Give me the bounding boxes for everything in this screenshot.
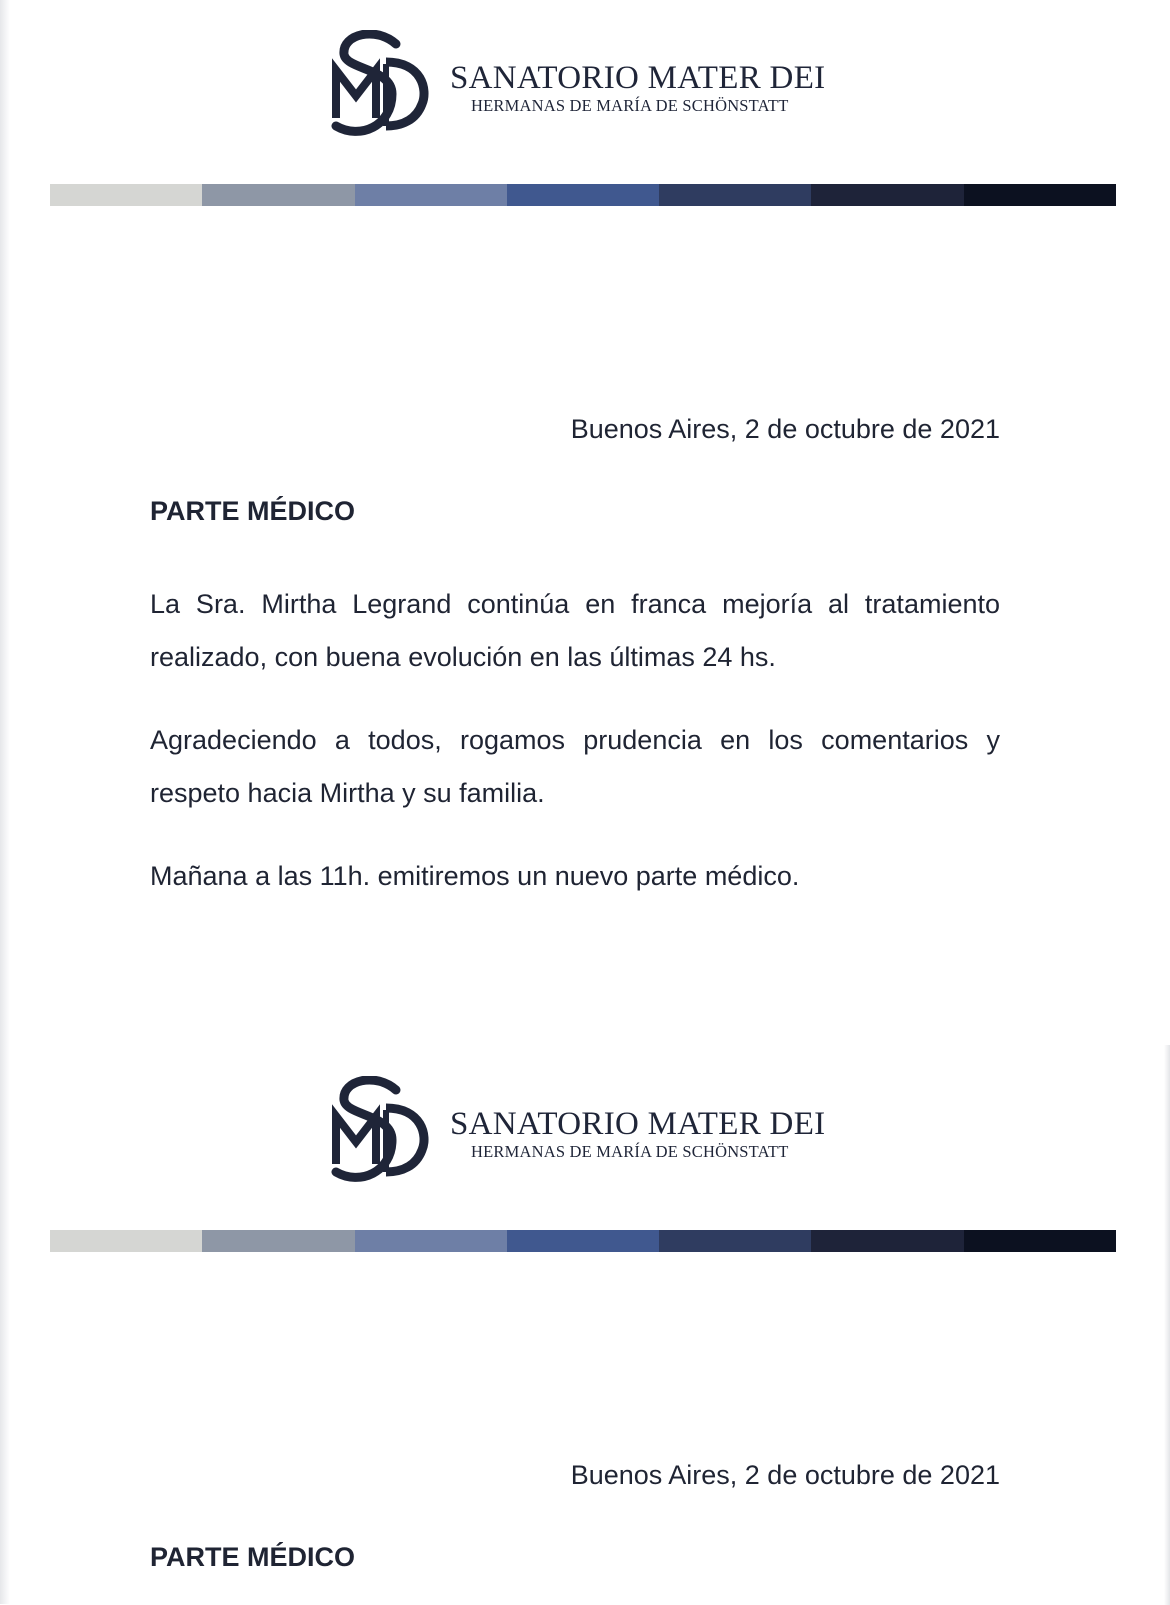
body-paragraph: Mañana a las 11h. emitiremos un nuevo parte médico. bbox=[150, 861, 800, 891]
letterhead-brand bbox=[450, 1106, 850, 1162]
document-date: Buenos Aires, 2 de octubre de 2021 bbox=[570, 1460, 1000, 1490]
color-band bbox=[50, 184, 1116, 206]
document-heading: PARTE MÉDICO bbox=[150, 496, 356, 526]
band-segment bbox=[811, 1230, 963, 1252]
msd-monogram-logo-icon bbox=[318, 30, 430, 146]
band-segment bbox=[355, 184, 507, 206]
msd-monogram-logo-icon bbox=[318, 1076, 430, 1192]
sanatorio-name: SANATORIO MATER DEI bbox=[450, 1106, 826, 1142]
band-segment bbox=[659, 184, 811, 206]
document-body bbox=[150, 578, 1000, 933]
page-edge-shadow bbox=[0, 0, 10, 1604]
band-segment bbox=[50, 1230, 202, 1252]
page-edge-shadow-right bbox=[1164, 1045, 1170, 1605]
band-segment bbox=[811, 184, 963, 206]
sanatorio-subtitle: HERMANAS DE MARÍA DE SCHÖNSTATT bbox=[471, 1142, 789, 1161]
band-segment bbox=[202, 184, 354, 206]
body-paragraph: La Sra. Mirtha Legrand continúa en franca mejoría al tratamiento realizado, con buena evolución en las últimas 24 hs. bbox=[150, 589, 1000, 672]
letterhead-brand bbox=[450, 60, 850, 116]
body-paragraph: Agradeciendo a todos, rogamos prudencia en los comentarios y respeto hacia Mirtha y su familia. bbox=[150, 725, 1000, 808]
band-segment bbox=[507, 184, 659, 206]
band-segment bbox=[964, 184, 1116, 206]
document-date: Buenos Aires, 2 de octubre de 2021 bbox=[570, 414, 1000, 444]
band-segment bbox=[507, 1230, 659, 1252]
sanatorio-name: SANATORIO MATER DEI bbox=[450, 60, 826, 96]
band-segment bbox=[964, 1230, 1116, 1252]
color-band bbox=[50, 1230, 1116, 1252]
sanatorio-subtitle: HERMANAS DE MARÍA DE SCHÖNSTATT bbox=[471, 96, 789, 115]
document-heading: PARTE MÉDICO bbox=[150, 1542, 356, 1572]
band-segment bbox=[202, 1230, 354, 1252]
band-segment bbox=[355, 1230, 507, 1252]
band-segment bbox=[50, 184, 202, 206]
band-segment bbox=[659, 1230, 811, 1252]
